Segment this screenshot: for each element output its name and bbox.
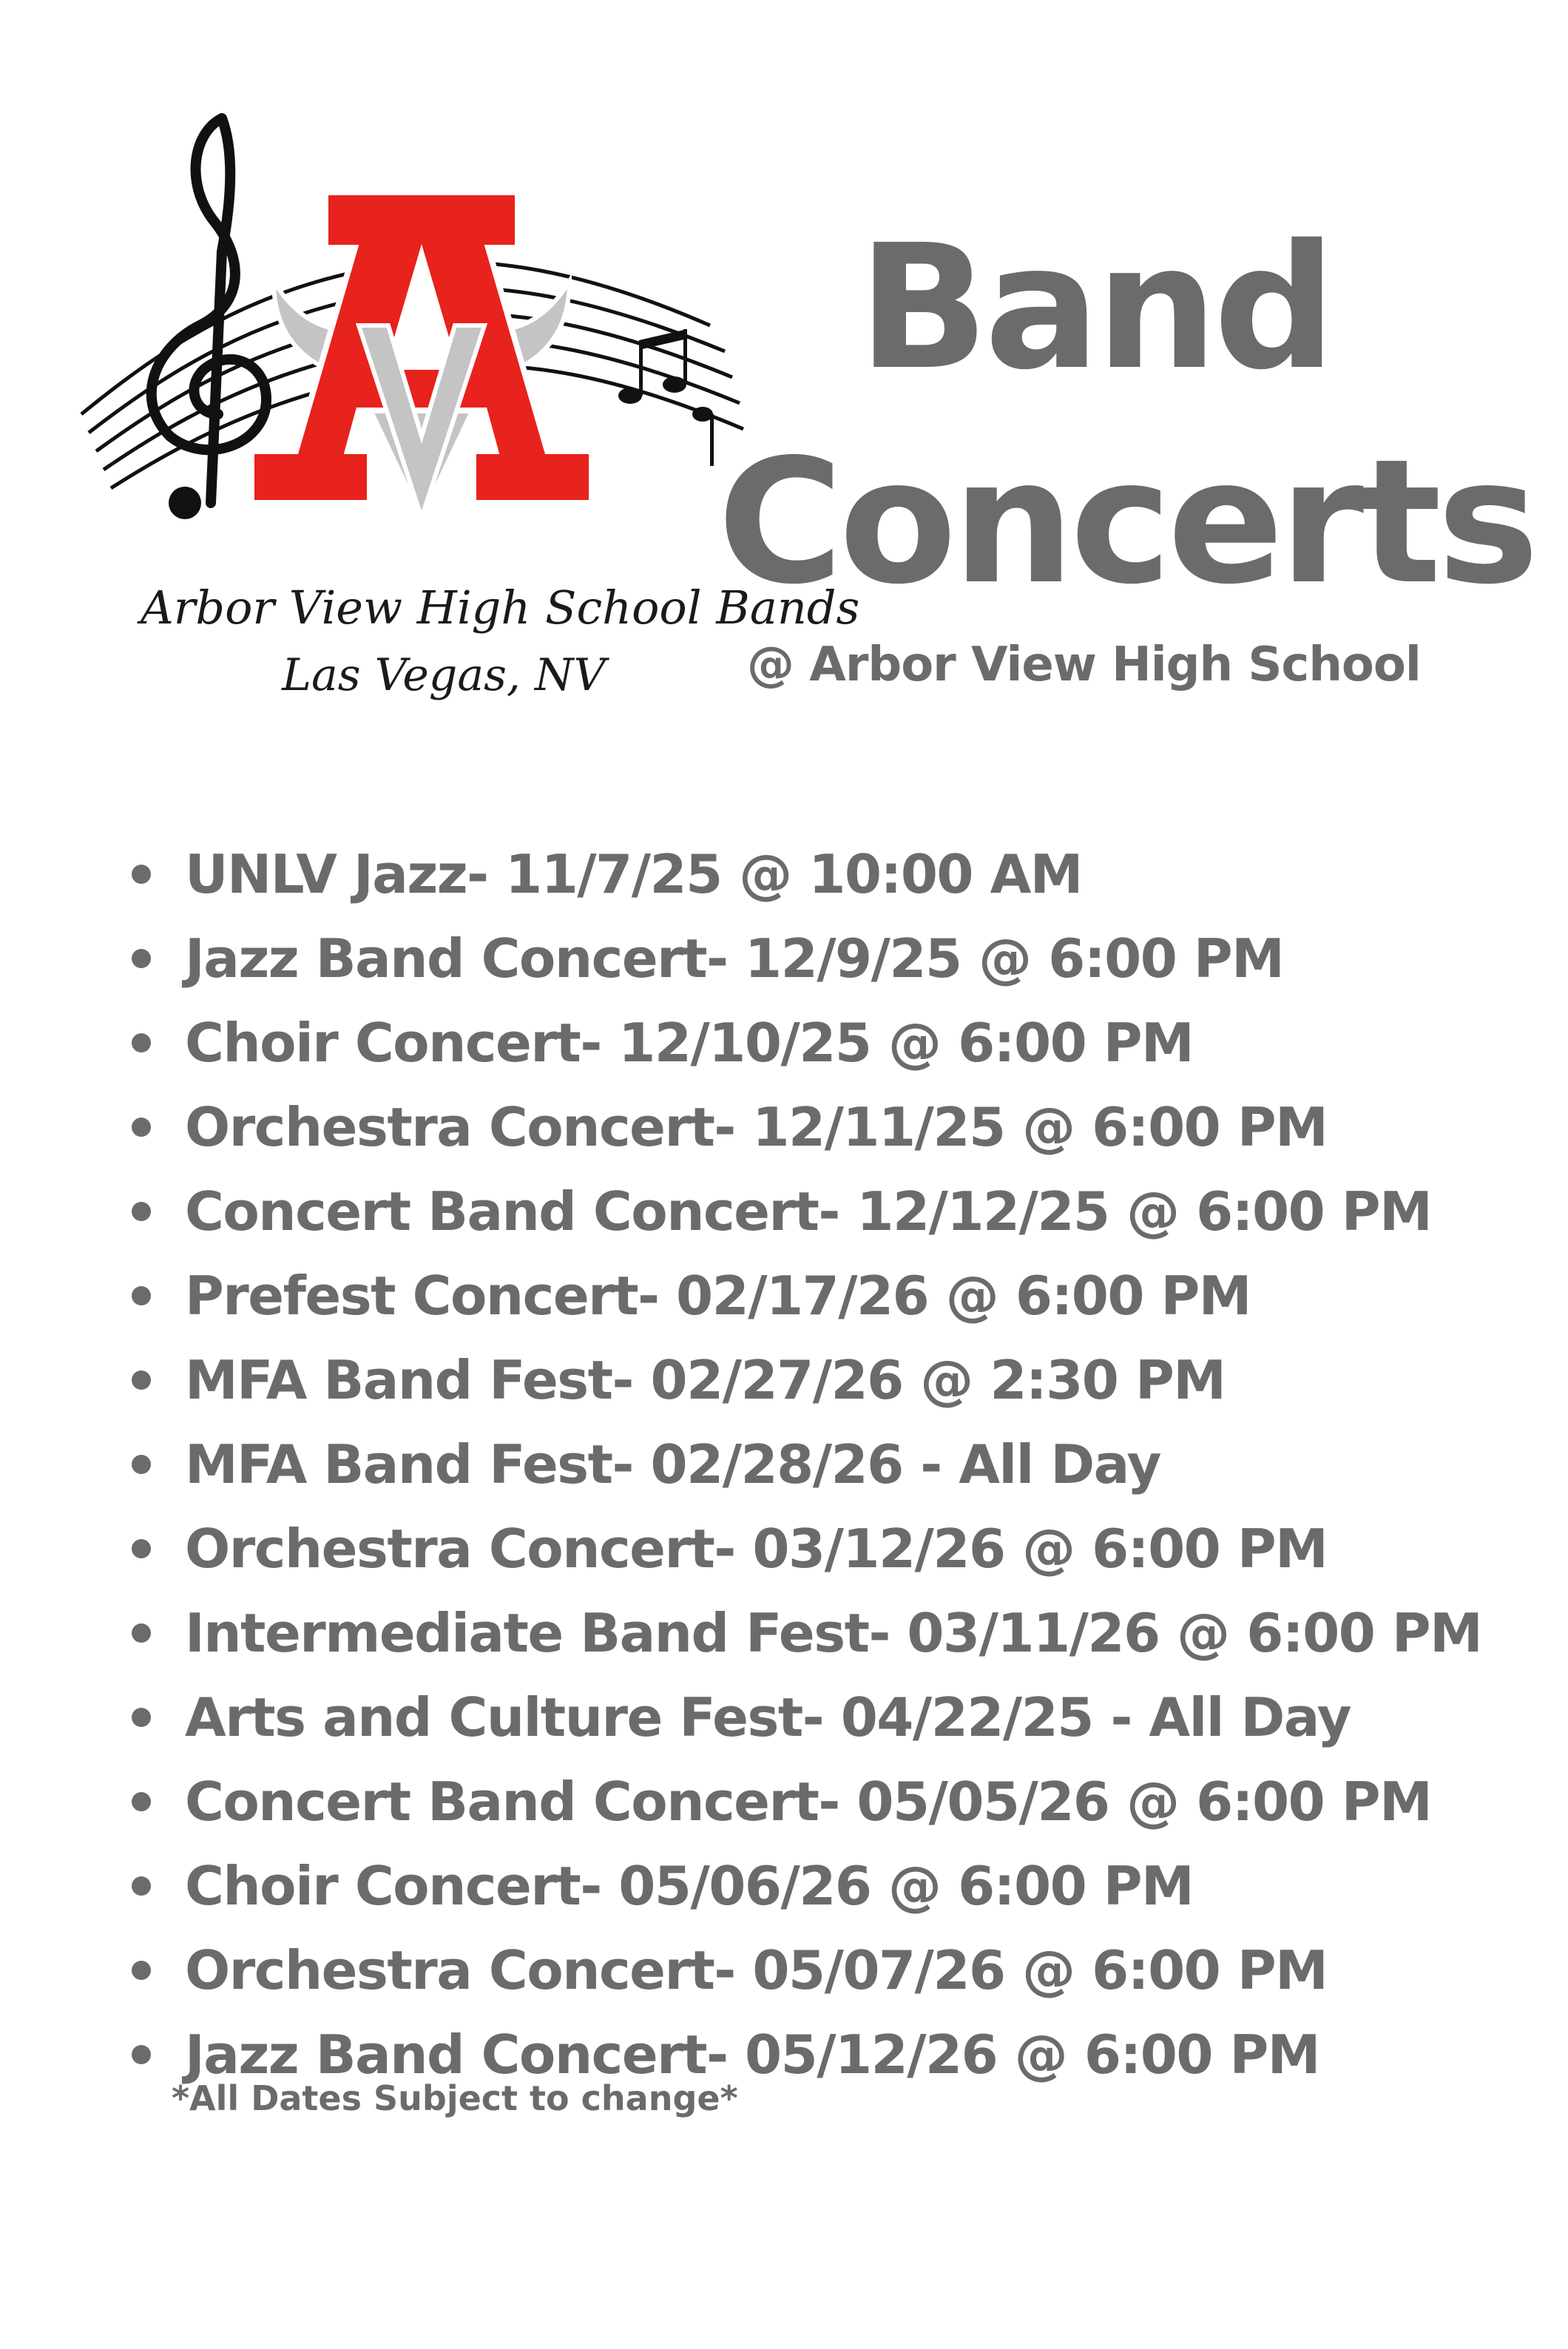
list-item bbox=[126, 1844, 1553, 1928]
list-item bbox=[126, 1338, 1553, 1422]
logo-school-name: Arbor View High School Bands bbox=[141, 581, 860, 635]
event-text: Arts and Culture Fest- 04/22/25 - All Day bbox=[185, 1686, 1351, 1748]
list-item bbox=[126, 916, 1553, 1001]
bullet-icon bbox=[132, 1539, 151, 1558]
list-item bbox=[126, 1001, 1553, 1085]
bullet-icon bbox=[132, 1876, 151, 1896]
bullet-icon bbox=[132, 1455, 151, 1474]
bullet-icon bbox=[132, 1202, 151, 1221]
event-text: Choir Concert- 05/06/26 @ 6:00 PM bbox=[185, 1855, 1194, 1917]
list-item bbox=[126, 1675, 1553, 1760]
event-text: Orchestra Concert- 05/07/26 @ 6:00 PM bbox=[185, 1939, 1328, 2001]
logo-city: Las Vegas, NV bbox=[282, 649, 606, 701]
list-item bbox=[126, 1591, 1553, 1675]
bullet-icon bbox=[132, 865, 151, 884]
bullet-icon bbox=[132, 1033, 151, 1052]
title-band: Band bbox=[858, 208, 1332, 408]
bullet-icon bbox=[132, 1708, 151, 1727]
event-text: MFA Band Fest- 02/27/26 @ 2:30 PM bbox=[185, 1349, 1226, 1411]
music-staff-logo-icon bbox=[74, 104, 754, 577]
bullet-icon bbox=[132, 1370, 151, 1390]
event-text: Concert Band Concert- 12/12/25 @ 6:00 PM bbox=[185, 1180, 1432, 1243]
list-item bbox=[126, 1169, 1553, 1254]
bullet-icon bbox=[132, 949, 151, 968]
title-concerts: Concerts bbox=[717, 422, 1535, 622]
bullet-icon bbox=[132, 1118, 151, 1137]
bullet-icon bbox=[132, 1792, 151, 1811]
bullet-icon bbox=[132, 1286, 151, 1305]
venue-subtitle: @ Arbor View High School bbox=[747, 638, 1421, 692]
list-item bbox=[126, 1507, 1553, 1591]
event-text: UNLV Jazz- 11/7/25 @ 10:00 AM bbox=[185, 843, 1082, 905]
list-item bbox=[126, 1422, 1553, 1507]
list-item bbox=[126, 832, 1553, 916]
event-text: Prefest Concert- 02/17/26 @ 6:00 PM bbox=[185, 1265, 1251, 1327]
bullet-icon bbox=[132, 2045, 151, 2064]
list-item bbox=[126, 1254, 1553, 1338]
event-text: Jazz Band Concert- 12/9/25 @ 6:00 PM bbox=[185, 927, 1284, 990]
event-text: Choir Concert- 12/10/25 @ 6:00 PM bbox=[185, 1012, 1194, 1074]
event-text: Orchestra Concert- 12/11/25 @ 6:00 PM bbox=[185, 1096, 1328, 1158]
event-text: Intermediate Band Fest- 03/11/26 @ 6:00 PM bbox=[185, 1602, 1482, 1664]
event-text: Orchestra Concert- 03/12/26 @ 6:00 PM bbox=[185, 1518, 1328, 1580]
bullet-icon bbox=[132, 1623, 151, 1643]
list-item bbox=[126, 1928, 1553, 2012]
concert-schedule-list bbox=[126, 832, 1553, 2097]
disclaimer-note: *All Dates Subject to change* bbox=[172, 2078, 738, 2118]
school-band-logo bbox=[74, 104, 860, 717]
bullet-icon bbox=[132, 1961, 151, 1980]
event-text: Jazz Band Concert- 05/12/26 @ 6:00 PM bbox=[185, 2024, 1319, 2086]
event-text: MFA Band Fest- 02/28/26 - All Day bbox=[185, 1433, 1160, 1495]
list-item bbox=[126, 1085, 1553, 1169]
list-item bbox=[126, 1760, 1553, 1844]
event-text: Concert Band Concert- 05/05/26 @ 6:00 PM bbox=[185, 1771, 1432, 1833]
